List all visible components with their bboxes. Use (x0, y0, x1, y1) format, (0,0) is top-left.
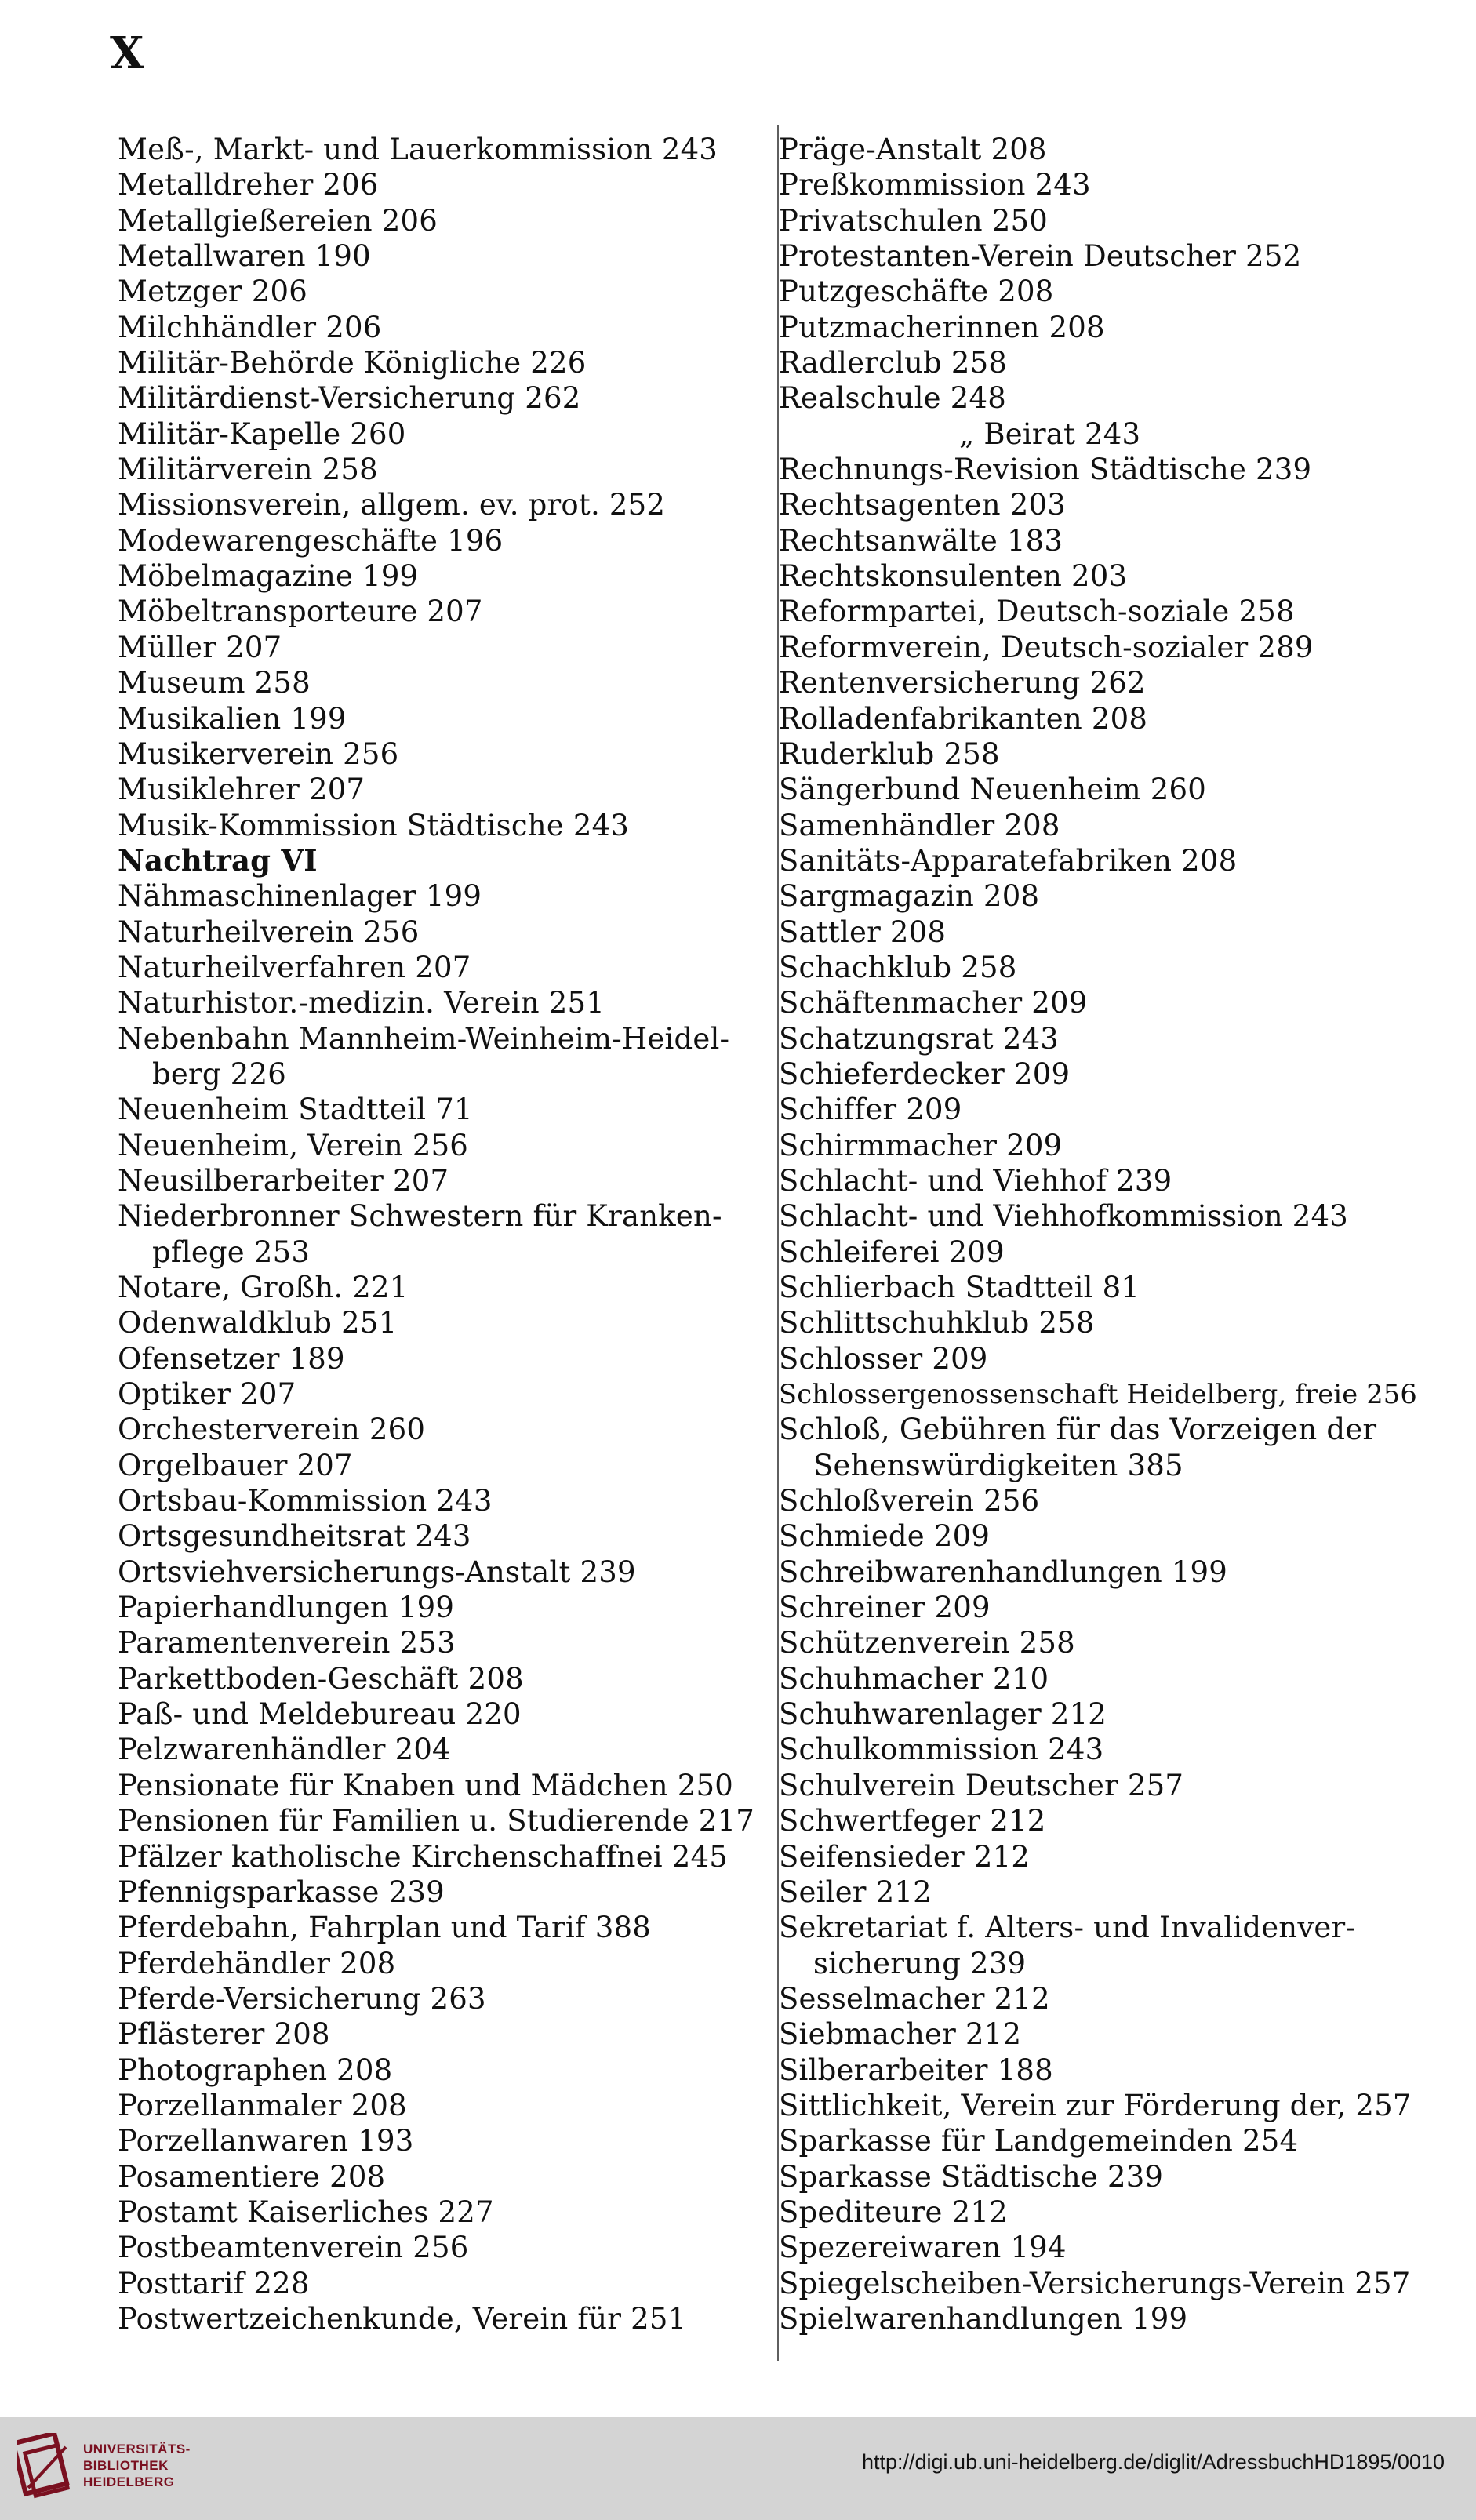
index-entry: Pferde-Versicherung 263 (118, 1981, 486, 2016)
index-entry: berg 226 (152, 1056, 286, 1091)
index-entry: Schwertfeger 212 (779, 1804, 1046, 1838)
index-entry: Papierhandlungen 199 (118, 1591, 455, 1625)
index-entry: Schleiferei 209 (779, 1235, 1005, 1269)
source-url-link[interactable]: http://digi.ub.uni-heidelberg.de/diglit/AdressbuchHD1895/0010 (861, 2450, 1445, 2474)
index-entry: Orgelbauer 207 (118, 1448, 353, 1482)
index-entry: Sanitäts-Apparatefabriken 208 (779, 843, 1238, 878)
index-entry: Photographen 208 (118, 2053, 393, 2087)
index-entry: Seifensieder 212 (779, 1839, 1031, 1874)
index-entry: Postamt Kaiserliches 227 (118, 2195, 494, 2229)
index-entry: Präge-Anstalt 208 (779, 133, 1047, 166)
index-entry: Milchhändler 206 (118, 310, 382, 344)
index-entry: Realschule 248 (779, 381, 1006, 416)
index-entry: Parkettboden-Geschäft 208 (118, 1661, 524, 1696)
index-entry: Postbeamtenverein 256 (118, 2231, 469, 2265)
index-entry: Schloßverein 256 (779, 1484, 1040, 1518)
index-entry: Museum 258 (118, 666, 311, 700)
index-entry: Schieferdecker 209 (779, 1056, 1071, 1091)
index-entry: Sekretariat f. Alters- und Invalidenver- (779, 1911, 1356, 1945)
index-entry: Sattler 208 (779, 915, 947, 949)
index-entry: Sängerbund Neuenheim 260 (779, 773, 1206, 807)
index-entry: Pensionate für Knaben und Mädchen 250 (118, 1768, 733, 1802)
index-entry: Schlittschuhklub 258 (779, 1306, 1095, 1340)
index-column-right (779, 132, 1430, 2336)
library-name-line: HEIDELBERG (83, 2475, 175, 2489)
index-entry: Ortsgesundheitsrat 243 (118, 1519, 471, 1554)
index-entry: Musik-Kommission Städtische 243 (118, 808, 630, 842)
index-entry: Schachklub 258 (779, 950, 1017, 984)
index-entry: Schreibwarenhandlungen 199 (779, 1555, 1228, 1589)
index-entry: Schützenverein 258 (779, 1626, 1075, 1660)
index-entry: Niederbronner Schwestern für Kranken- (118, 1199, 722, 1234)
index-entry: Meß-, Markt- und Lauerkommission 243 (118, 133, 718, 166)
index-entry: Pfälzer katholische Kirchenschaffnei 245 (118, 1839, 729, 1874)
index-entry: Sparkasse Städtische 239 (779, 2159, 1164, 2194)
index-entry: Pflästerer 208 (118, 2017, 330, 2052)
index-entry: Reformverein, Deutsch-sozialer 289 (779, 630, 1314, 664)
index-entry: Sehenswürdigkeiten 385 (813, 1448, 1183, 1482)
index-entry: Paramentenverein 253 (118, 1626, 456, 1660)
index-entry: Protestanten-Verein Deutscher 252 (779, 239, 1302, 274)
library-name (83, 2441, 191, 2490)
index-entry: Posamentiere 208 (118, 2159, 386, 2194)
library-name-line: BIBLIOTHEK (83, 2458, 169, 2473)
index-entry: Möbeltransporteure 207 (118, 595, 483, 629)
index-entry: Metalldreher 206 (118, 168, 379, 202)
index-entry: Posttarif 228 (118, 2266, 310, 2300)
index-entry: Schlierbach Stadtteil 81 (779, 1271, 1140, 1304)
index-entry: Metallgießereien 206 (118, 203, 438, 238)
index-entry: Ruderklub 258 (779, 736, 1000, 771)
footer-bar (0, 2417, 1476, 2520)
index-entry: Naturhistor.-medizin. Verein 251 (118, 986, 605, 1020)
index-entry: Odenwaldklub 251 (118, 1306, 398, 1340)
index-entry: Nebenbahn Mannheim-Weinheim-Heidel- (118, 1021, 730, 1056)
index-entry: Modewarengeschäfte 196 (118, 523, 504, 558)
index-entry: Neusilberarbeiter 207 (118, 1163, 449, 1198)
index-entry: Orchesterverein 260 (118, 1413, 426, 1447)
index-entry: Naturheilverein 256 (118, 915, 420, 949)
index-entry: Ofensetzer 189 (118, 1341, 345, 1376)
index-entry: Preßkommission 243 (779, 168, 1091, 202)
index-entry: Schreiner 209 (779, 1591, 991, 1625)
index-entry: Schmiede 209 (779, 1519, 991, 1554)
index-entry: Musiklehrer 207 (118, 773, 365, 807)
index-entry: Sittlichkeit, Verein zur Förderung der, 257 (779, 2088, 1412, 2122)
index-entry: Radlerclub 258 (779, 346, 1008, 380)
index-entry: Schulkommission 243 (779, 1733, 1104, 1767)
index-entry: Rentenversicherung 262 (779, 666, 1146, 700)
index-entry: Silberarbeiter 188 (779, 2053, 1053, 2087)
library-name-line: UNIVERSITÄTS- (83, 2442, 191, 2456)
index-entry: Schirmmacher 209 (779, 1128, 1063, 1162)
index-entry: Sesselmacher 212 (779, 1981, 1050, 2016)
index-entry: Schulverein Deutscher 257 (779, 1768, 1184, 1802)
index-entry: Spezereiwaren 194 (779, 2231, 1067, 2265)
index-entry: Seiler 212 (779, 1875, 932, 1909)
index-entry: Naturheilverfahren 207 (118, 950, 471, 984)
index-entry: Musikerverein 256 (118, 736, 399, 771)
index-entry: Neuenheim Stadtteil 71 (118, 1093, 473, 1127)
index-entry: Spediteure 212 (779, 2195, 1008, 2229)
index-entry: Sparkasse für Landgemeinden 254 (779, 2124, 1299, 2158)
index-entry: Schuhmacher 210 (779, 1661, 1049, 1696)
index-entry: Pferdehändler 208 (118, 1946, 396, 1980)
index-entry: Siebmacher 212 (779, 2017, 1022, 2052)
index-entry: Schuhwarenlager 212 (779, 1697, 1107, 1732)
index-entry: Nachtrag VI (118, 842, 318, 878)
index-entry: Rechtsagenten 203 (779, 488, 1067, 522)
index-entry: Rechnungs-Revision Städtische 239 (779, 453, 1312, 487)
index-entry: Notare, Großh. 221 (118, 1271, 409, 1304)
index-entry: Militärverein 258 (118, 453, 378, 487)
index-entry: Müller 207 (118, 630, 282, 664)
index-entry: sicherung 239 (813, 1946, 1027, 1980)
index-entry: Schloß, Gebühren für das Vorzeigen der (779, 1413, 1377, 1447)
index-entry: pflege 253 (152, 1235, 311, 1269)
index-entry: Metzger 206 (118, 275, 307, 309)
index-entry: Porzellanwaren 193 (118, 2124, 414, 2158)
index-entry: Ortsbau-Kommission 243 (118, 1484, 493, 1518)
index-entry: Schatzungsrat 243 (779, 1021, 1060, 1056)
index-entry: Rechtsanwälte 183 (779, 523, 1063, 558)
index-entry: Pferdebahn, Fahrplan und Tarif 388 (118, 1911, 651, 1945)
index-entry: Porzellanmaler 208 (118, 2088, 407, 2122)
index-entry: Pfennigsparkasse 239 (118, 1875, 445, 1909)
index-entry: Pensionen für Familien u. Studierende 217 (118, 1804, 755, 1838)
index-entry: Rechtskonsulenten 203 (779, 559, 1128, 594)
index-entry: Schlossergenossenschaft Heidelberg, freie 256 (779, 1379, 1417, 1410)
index-entry: Musikalien 199 (118, 701, 347, 736)
index-entry: Sargmagazin 208 (779, 879, 1040, 914)
library-logo-icon (17, 2433, 74, 2504)
index-entry: Paß- und Meldebureau 220 (118, 1697, 522, 1732)
index-entry: Schlosser 209 (779, 1341, 988, 1376)
index-entry: Nähmaschinenlager 199 (118, 879, 482, 914)
index-entry: Spiegelscheiben-Versicherungs-Verein 257 (779, 2266, 1411, 2300)
index-entry: Militärdienst-Versicherung 262 (118, 381, 581, 416)
index-entry: Schiffer 209 (779, 1093, 962, 1127)
index-entry: Neuenheim, Verein 256 (118, 1128, 469, 1162)
index-entry: Rolladenfabrikanten 208 (779, 701, 1148, 736)
index-entry: Metallwaren 190 (118, 239, 371, 274)
index-entry: Missionsverein, allgem. ev. prot. 252 (118, 488, 666, 522)
index-entry: Ortsviehversicherungs-Anstalt 239 (118, 1555, 636, 1589)
index-entry: Pelzwarenhändler 204 (118, 1733, 451, 1767)
index-entry: Putzmacherinnen 208 (779, 310, 1105, 344)
index-entry: Putzgeschäfte 208 (779, 275, 1054, 309)
index-entry: Schlacht- und Viehhof 239 (779, 1163, 1172, 1198)
page-marker: X (110, 27, 144, 79)
index-entry: Militär-Behörde Königliche 226 (118, 346, 587, 380)
index-entry: Möbelmagazine 199 (118, 559, 419, 594)
index-entry: Reformpartei, Deutsch-soziale 258 (779, 595, 1295, 629)
index-entry: Spielwarenhandlungen 199 (779, 2301, 1188, 2336)
index-entry: Schlacht- und Viehhofkommission 243 (779, 1199, 1349, 1234)
index-entry: Privatschulen 250 (779, 203, 1048, 238)
index-entry: Samenhändler 208 (779, 808, 1060, 842)
index-entry: „ Beirat 243 (959, 416, 1141, 451)
index-column-left (118, 132, 776, 2336)
index-entry: Militär-Kapelle 260 (118, 416, 406, 451)
index-entry: Optiker 207 (118, 1377, 296, 1412)
index-entry: Schäftenmacher 209 (779, 986, 1088, 1020)
index-entry: Postwertzeichenkunde, Verein für 251 (118, 2301, 687, 2336)
